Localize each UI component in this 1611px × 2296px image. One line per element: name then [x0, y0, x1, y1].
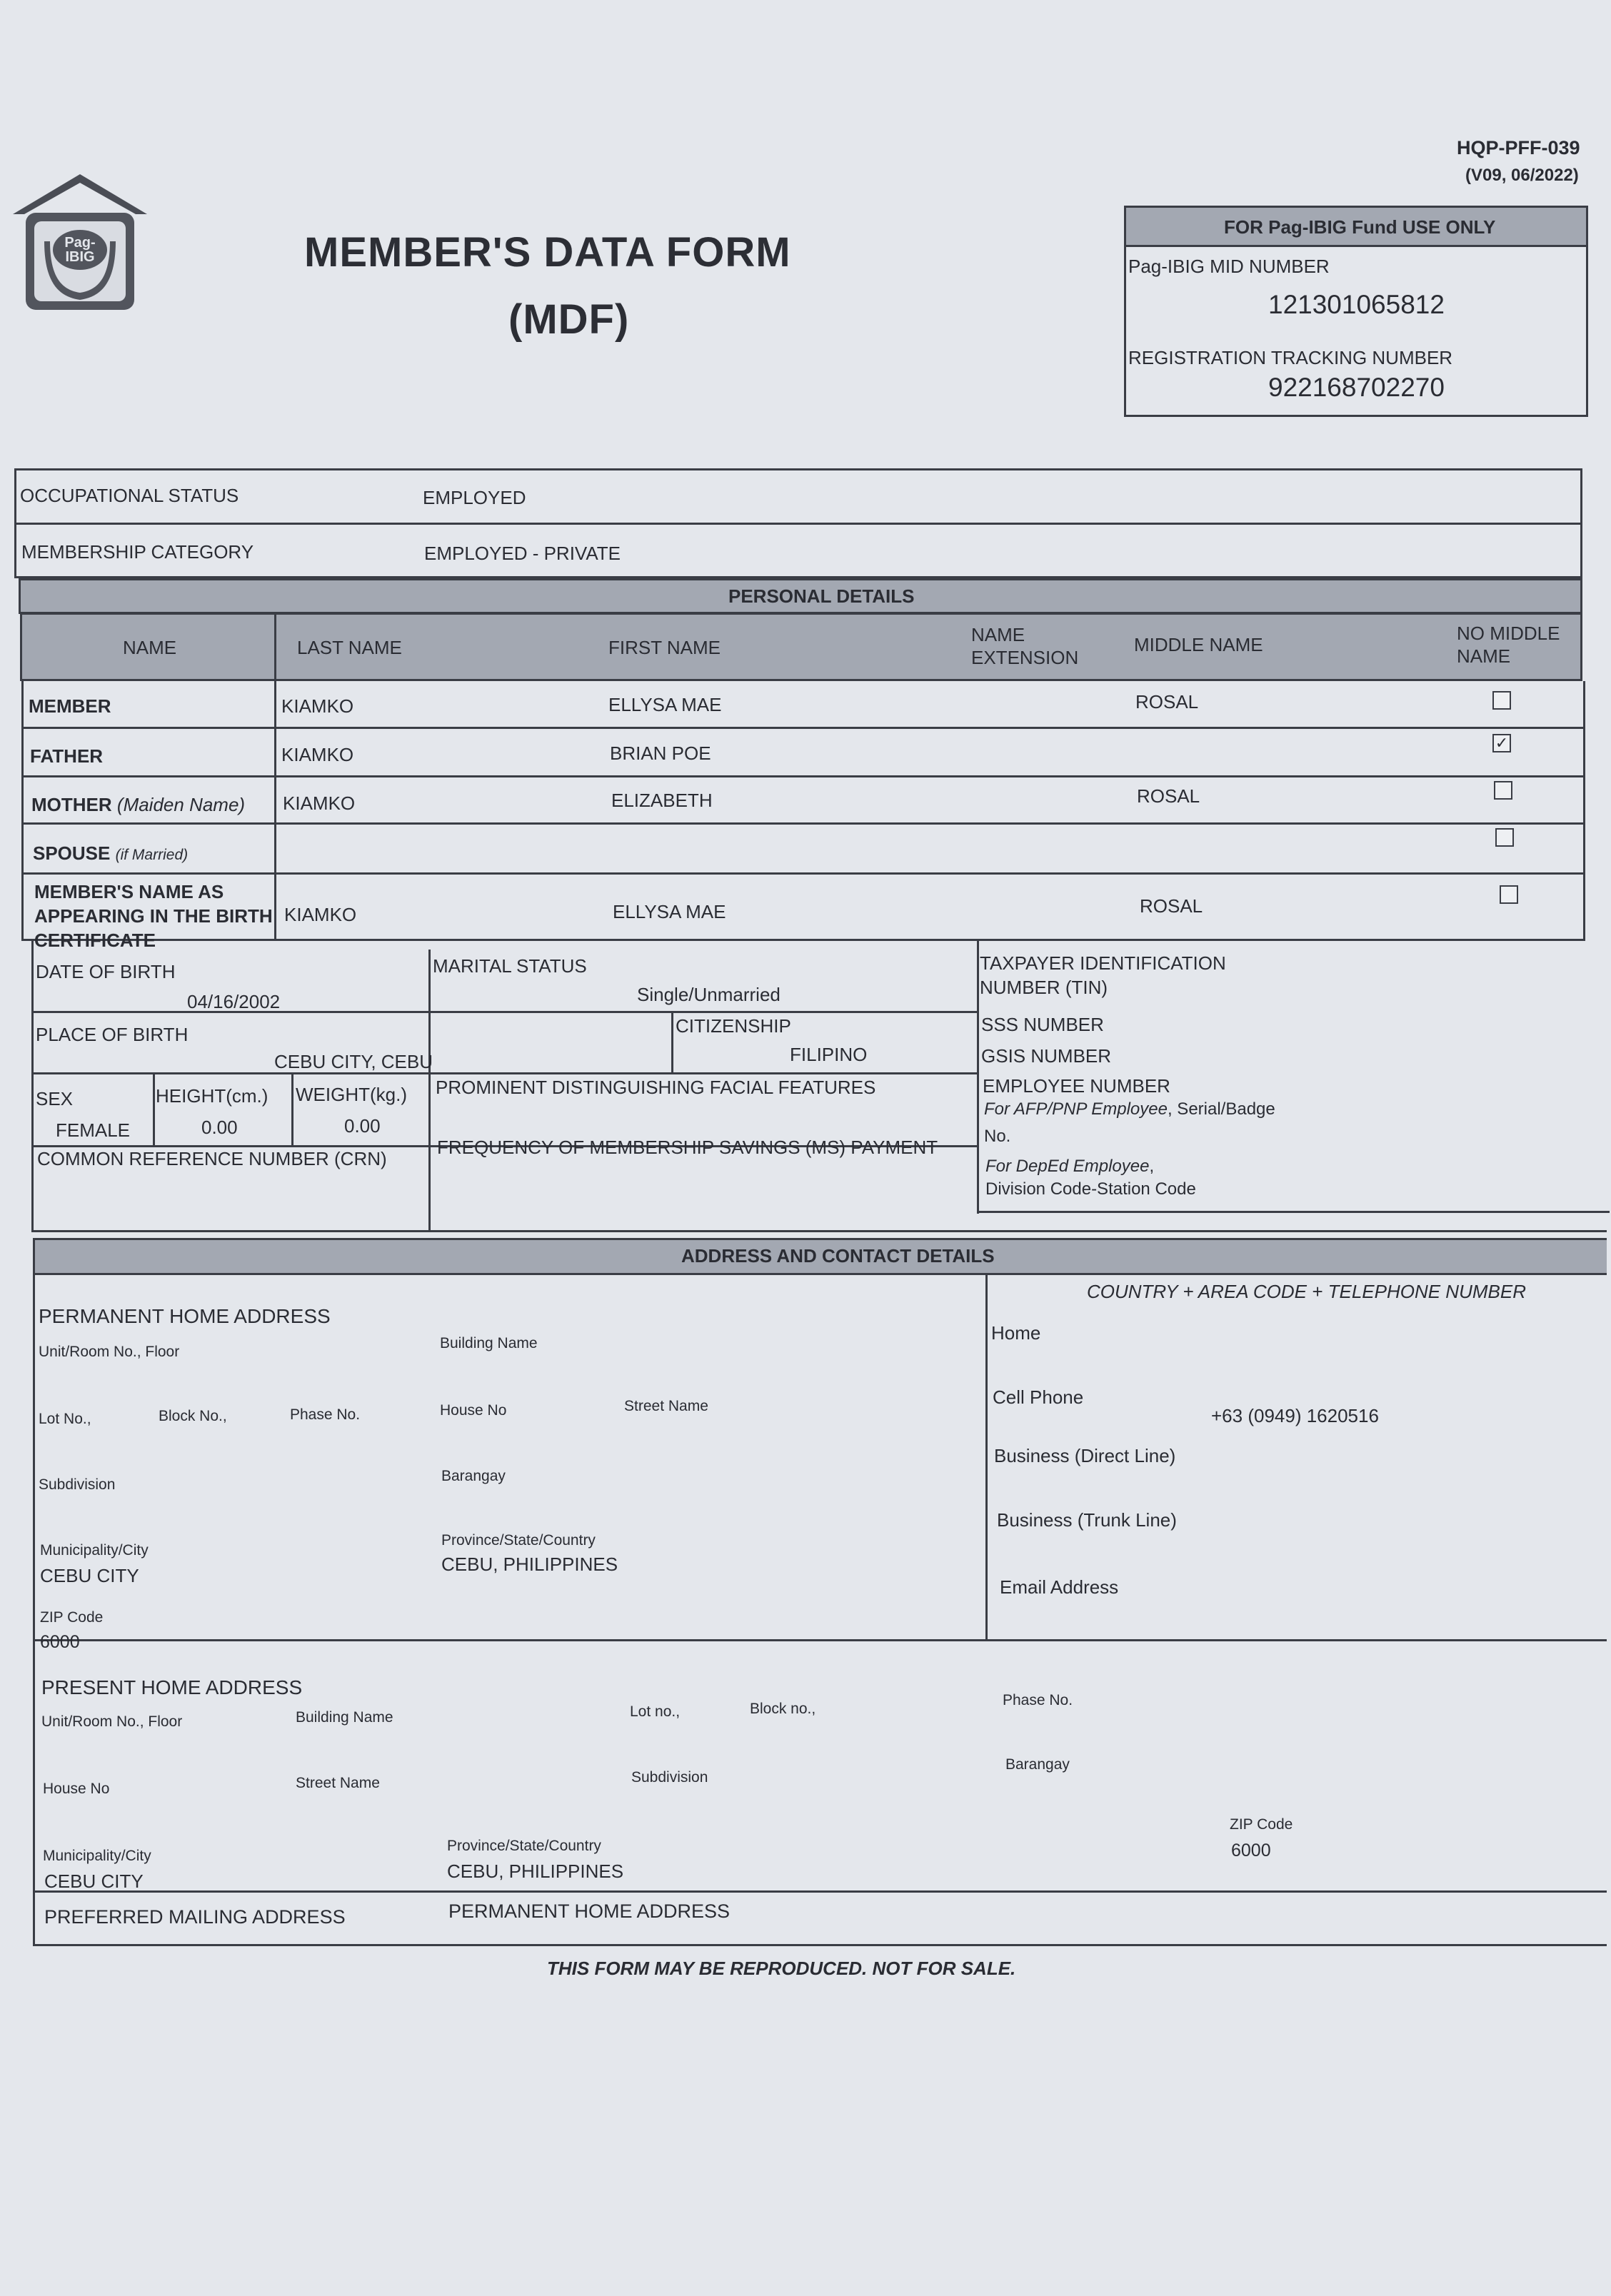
- height-label: HEIGHT(cm.): [156, 1085, 268, 1107]
- grid-divider: [428, 950, 431, 1232]
- perm-house-label: House No: [440, 1402, 507, 1419]
- business-trunk-label: Business (Trunk Line): [997, 1509, 1177, 1531]
- employee-number-label: EMPLOYEE NUMBER: [983, 1075, 1170, 1097]
- tin-label-2: NUMBER (TIN): [980, 977, 1108, 998]
- address-divider: [33, 1639, 1607, 1641]
- weight-label: WEIGHT(kg.): [296, 1084, 407, 1105]
- birth-cert-middle: ROSAL: [1140, 895, 1203, 917]
- row-member-middle: ROSAL: [1135, 691, 1199, 713]
- grid-divider: [977, 941, 979, 1214]
- pres-municipality-value: CEBU CITY: [44, 1870, 144, 1892]
- row-mother-last: KIAMKO: [283, 792, 356, 814]
- occupational-status-value: EMPLOYED: [423, 487, 526, 508]
- row-member-last: KIAMKO: [281, 695, 354, 717]
- marital-status-value: Single/Unmarried: [637, 984, 781, 1005]
- name-row-divider: [21, 775, 1585, 777]
- weight-value: 0.00: [344, 1115, 381, 1137]
- perm-province-label: Province/State/Country: [441, 1532, 596, 1549]
- row-mother-sub: (Maiden Name): [116, 794, 246, 815]
- tin-label-1: TAXPAYER IDENTIFICATION: [980, 952, 1226, 974]
- no-middle-checkbox-member[interactable]: [1492, 691, 1511, 710]
- perm-subdivision-label: Subdivision: [39, 1476, 116, 1493]
- grid-divider: [977, 1211, 1610, 1213]
- name-row-divider: [21, 727, 1585, 729]
- height-value: 0.00: [201, 1117, 238, 1138]
- citizenship-value: FILIPINO: [790, 1044, 868, 1065]
- row-father-last: KIAMKO: [281, 744, 354, 765]
- preferred-mailing-label: PREFERRED MAILING ADDRESS: [44, 1906, 346, 1928]
- form-code: HQP-PFF-039: [1457, 137, 1580, 158]
- sex-label: SEX: [36, 1088, 74, 1109]
- permanent-address-title: PERMANENT HOME ADDRESS: [39, 1305, 331, 1327]
- citizenship-label: CITIZENSHIP: [676, 1015, 791, 1037]
- perm-zip-value: 6000: [40, 1632, 80, 1652]
- row-father-first: BRIAN POE: [610, 742, 711, 764]
- row-spouse-sub: (if Married): [115, 847, 189, 863]
- pres-zip-value: 6000: [1231, 1841, 1271, 1861]
- membership-category-value: EMPLOYED - PRIVATE: [424, 543, 621, 564]
- rtn-label: REGISTRATION TRACKING NUMBER: [1128, 347, 1453, 368]
- dob-label: DATE OF BIRTH: [36, 961, 176, 982]
- col-ext-1: NAME: [971, 624, 1025, 645]
- deped-note-3: Division Code-Station Code: [985, 1179, 1196, 1199]
- perm-block-label: Block No.,: [159, 1408, 227, 1424]
- name-columns-band: [20, 613, 1582, 681]
- svg-text:Pag-: Pag-: [64, 235, 96, 251]
- no-middle-checkbox-spouse[interactable]: [1495, 828, 1514, 847]
- birth-cert-label-2: APPEARING IN THE BIRTH: [34, 905, 273, 927]
- perm-phase-label: Phase No.: [290, 1406, 361, 1423]
- pres-building-label: Building Name: [296, 1709, 393, 1726]
- form-version: (V09, 06/2022): [1465, 166, 1579, 185]
- preferred-mailing-value: PERMANENT HOME ADDRESS: [448, 1900, 731, 1922]
- gsis-label: GSIS NUMBER: [981, 1045, 1112, 1067]
- row-mother-label: MOTHER: [31, 794, 112, 815]
- occupational-status-label: OCCUPATIONAL STATUS: [20, 485, 239, 506]
- row-member-label: MEMBER: [29, 695, 111, 717]
- perm-province-value: CEBU, PHILIPPINES: [441, 1554, 618, 1575]
- birth-cert-label-3: CERTIFICATE: [34, 930, 156, 951]
- footer-note: THIS FORM MAY BE REPRODUCED. NOT FOR SALE.: [547, 1958, 1016, 1979]
- perm-barangay-label: Barangay: [441, 1468, 506, 1484]
- form-title-line2: (MDF): [508, 296, 630, 343]
- col-no-middle-2: NAME: [1457, 645, 1511, 667]
- address-box: [33, 1275, 1607, 1946]
- grid-divider: [671, 1011, 673, 1072]
- perm-zip-label: ZIP Code: [40, 1609, 104, 1626]
- frequency-label: FREQUENCY OF MEMBERSHIP SAVINGS (MS) PAYMENT: [437, 1137, 938, 1158]
- col-last-name: LAST NAME: [297, 637, 402, 658]
- svg-text:IBIG: IBIG: [65, 249, 95, 265]
- afp-pnp-note-2: , Serial/Badge: [1167, 1099, 1275, 1119]
- pres-phase-label: Phase No.: [1003, 1692, 1073, 1708]
- marital-status-label: MARITAL STATUS: [433, 955, 587, 977]
- perm-municipality-label: Municipality/City: [40, 1542, 149, 1559]
- pob-value: CEBU CITY, CEBU: [274, 1051, 433, 1072]
- perm-unit-label: Unit/Room No., Floor: [39, 1344, 180, 1360]
- address-col-divider: [985, 1275, 988, 1639]
- col-ext-2: EXTENSION: [971, 647, 1079, 668]
- pres-zip-label: ZIP Code: [1230, 1816, 1293, 1833]
- pres-subdivision-label: Subdivision: [631, 1769, 708, 1786]
- afp-pnp-note-3: No.: [984, 1127, 1011, 1146]
- col-middle-name: MIDDLE NAME: [1134, 634, 1263, 655]
- cell-phone-label: Cell Phone: [993, 1386, 1084, 1408]
- row-mother-first: ELIZABETH: [611, 790, 713, 811]
- col-no-middle-1: NO MIDDLE: [1457, 623, 1560, 644]
- crn-label: COMMON REFERENCE NUMBER (CRN): [37, 1148, 387, 1169]
- email-address-label: Email Address: [1000, 1576, 1119, 1598]
- pres-unit-label: Unit/Room No., Floor: [41, 1713, 183, 1730]
- col-first-name: FIRST NAME: [608, 637, 721, 658]
- pag-ibig-logo: [10, 170, 150, 317]
- pob-label: PLACE OF BIRTH: [36, 1024, 189, 1045]
- perm-building-label: Building Name: [440, 1335, 538, 1351]
- name-row-divider: [21, 872, 1585, 875]
- mid-number-value: 121301065812: [1268, 290, 1445, 319]
- sex-value: FEMALE: [56, 1119, 131, 1141]
- pres-province-value: CEBU, PHILIPPINES: [447, 1861, 624, 1882]
- pres-house-label: House No: [43, 1781, 110, 1797]
- afp-pnp-note: For AFP/PNP Employee: [984, 1099, 1168, 1119]
- mid-number-label: Pag-IBIG MID NUMBER: [1128, 256, 1330, 277]
- pres-barangay-label: Barangay: [1005, 1756, 1070, 1773]
- col-name: NAME: [123, 637, 177, 658]
- membership-category-label: MEMBERSHIP CATEGORY: [21, 541, 254, 563]
- dob-value: 04/16/2002: [187, 991, 281, 1012]
- perm-municipality-value: CEBU CITY: [40, 1565, 139, 1586]
- birth-cert-last: KIAMKO: [284, 904, 357, 925]
- personal-details-header: PERSONAL DETAILS: [728, 585, 915, 607]
- perm-street-label: Street Name: [624, 1398, 708, 1414]
- cell-phone-value: +63 (0949) 1620516: [1211, 1405, 1379, 1426]
- birth-cert-first: ELLYSA MAE: [613, 901, 726, 922]
- deped-note: For DepEd Employee: [985, 1157, 1150, 1176]
- grid-divider: [31, 1011, 978, 1013]
- grid-divider: [153, 1072, 155, 1145]
- form-title-line1: MEMBER'S DATA FORM: [304, 229, 791, 276]
- no-middle-checkbox-mother[interactable]: [1494, 781, 1512, 800]
- no-middle-checkbox-birth-cert[interactable]: [1500, 885, 1518, 904]
- name-row-divider: [21, 822, 1585, 825]
- address-divider: [33, 1890, 1607, 1893]
- fund-use-header: FOR Pag-IBIG Fund USE ONLY: [1224, 216, 1496, 238]
- rtn-value: 922168702270: [1268, 373, 1445, 402]
- present-address-title: PRESENT HOME ADDRESS: [41, 1676, 303, 1698]
- address-header: ADDRESS AND CONTACT DETAILS: [681, 1245, 995, 1267]
- status-divider: [14, 523, 1582, 525]
- no-middle-checkbox-father[interactable]: ✓: [1492, 734, 1511, 752]
- facial-features-label: PROMINENT DISTINGUISHING FACIAL FEATURES: [436, 1077, 876, 1098]
- grid-divider: [31, 1072, 978, 1074]
- contact-header: COUNTRY + AREA CODE + TELEPHONE NUMBER: [1087, 1281, 1526, 1302]
- name-grid: [21, 681, 1585, 941]
- pres-province-label: Province/State/Country: [447, 1838, 601, 1854]
- pres-municipality-label: Municipality/City: [43, 1848, 151, 1864]
- pres-lot-label: Lot no.,: [630, 1703, 681, 1720]
- pres-street-label: Street Name: [296, 1775, 380, 1791]
- sss-label: SSS NUMBER: [981, 1014, 1104, 1035]
- pres-block-label: Block no.,: [750, 1701, 816, 1717]
- birth-cert-label-1: MEMBER'S NAME AS: [34, 881, 224, 902]
- deped-note-2: ,: [1149, 1157, 1155, 1176]
- perm-lot-label: Lot No.,: [39, 1411, 91, 1427]
- row-spouse-label: SPOUSE: [33, 842, 111, 864]
- row-member-first: ELLYSA MAE: [608, 694, 722, 715]
- row-father-label: FATHER: [30, 745, 104, 767]
- grid-divider: [291, 1072, 293, 1145]
- business-direct-label: Business (Direct Line): [994, 1445, 1176, 1466]
- row-mother-middle: ROSAL: [1137, 785, 1200, 807]
- home-phone-label: Home: [991, 1322, 1041, 1344]
